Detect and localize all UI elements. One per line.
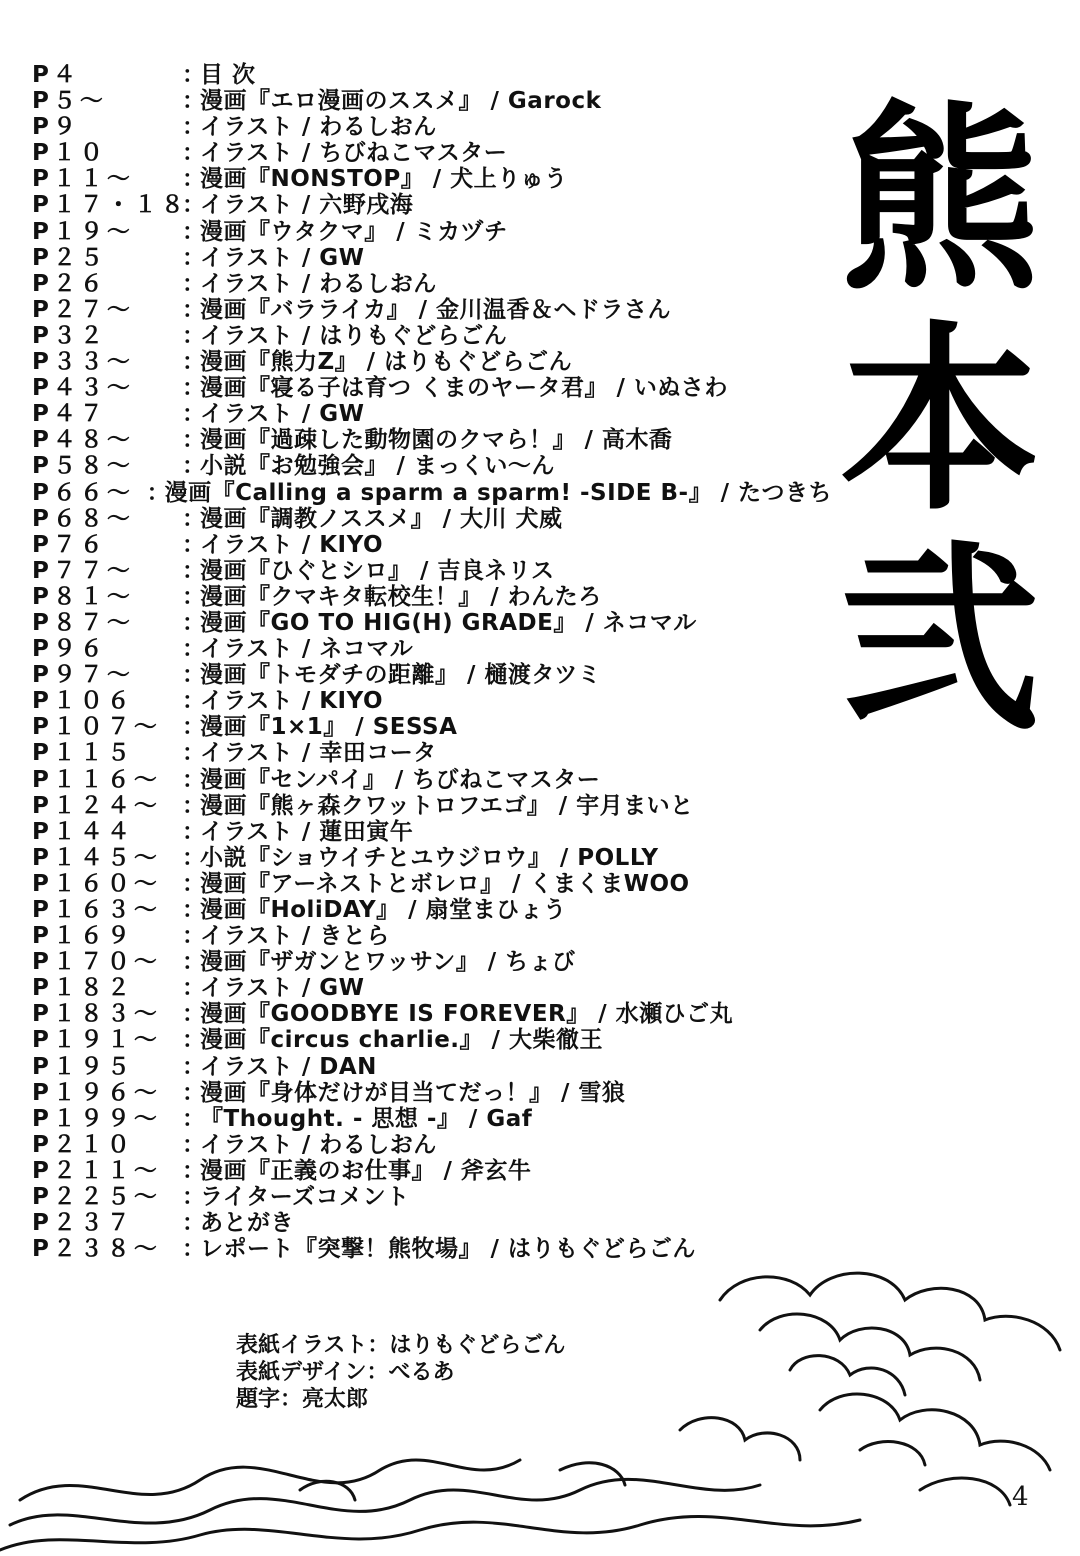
toc-row (32, 819, 832, 845)
toc-separator: ： (182, 1001, 205, 1028)
toc-entry: ライターズコメント (200, 1184, 410, 1211)
toc-page: P４ (32, 62, 80, 88)
toc-entry: イラスト / わるしおん (200, 270, 437, 297)
toc-row (32, 323, 832, 349)
toc-page: P２１１～ (32, 1157, 161, 1184)
toc-entry: 小説『ショウイチとユウジロウ』 / POLLY (200, 844, 659, 871)
toc-page: P１９９～ (32, 1105, 161, 1132)
toc-separator: ： (182, 557, 205, 584)
toc-page: P１８２ (32, 975, 134, 1002)
toc-separator: ： (182, 897, 205, 923)
toc-page: P１６３～ (32, 897, 161, 923)
toc-row (32, 610, 832, 636)
toc-row (32, 714, 832, 740)
toc-page: P２１０ (32, 1131, 134, 1158)
toc-page: P１９～ (32, 218, 134, 245)
page-number: 4 (1012, 1482, 1029, 1512)
toc-row (32, 88, 832, 114)
toc-entry: 漫画『GO TO HIG(H) GRADE』 / ネコマル (200, 609, 697, 636)
toc-page: P７７～ (32, 557, 134, 584)
toc-entry: 漫画『ウタクマ』 / ミカヅチ (200, 218, 508, 245)
toc-entry: 漫画『熊ヶ森クワットロフエゴ』 / 宇月まいと (200, 792, 694, 819)
toc-separator: ： (182, 427, 205, 454)
toc-separator: ： (182, 244, 205, 271)
toc-row (32, 192, 832, 218)
toc-separator: ： (182, 270, 205, 297)
toc-row (32, 1184, 832, 1210)
toc-separator: ： (182, 192, 205, 219)
toc-separator: ： (182, 62, 205, 88)
toc-separator: ： (182, 870, 205, 897)
toc-entry: 漫画『circus charlie.』 / 大柴徹王 (200, 1027, 603, 1054)
toc-entry: 漫画『GOODBYE IS FOREVER』 / 水瀬ひご丸 (200, 1001, 734, 1028)
toc-separator: ： (182, 662, 205, 689)
toc-page: P８７～ (32, 609, 134, 636)
toc-separator: ： (182, 531, 205, 558)
title-char-1: 熊 (839, 83, 1041, 318)
toc-separator: ： (182, 844, 205, 871)
toc-row (32, 245, 832, 271)
toc-separator: ： (182, 453, 205, 480)
toc-separator: ： (182, 1236, 205, 1263)
toc-page: P４３～ (32, 375, 134, 402)
toc-page: P１０７～ (32, 714, 161, 741)
toc-separator: ： (182, 740, 205, 767)
toc-entry: 漫画『バラライカ』 / 金川温香＆ヘドラさん (200, 296, 672, 323)
toc-entry: 漫画『Calling a sparm a sparm! -SIDE B-』 / たつきち (164, 479, 832, 506)
toc-separator: ： (182, 714, 205, 741)
toc-row (32, 1106, 832, 1132)
toc-page: P２３８～ (32, 1236, 161, 1263)
toc-separator: ： (182, 1105, 205, 1132)
toc-page: P１０６ (32, 688, 134, 715)
toc-page: P１１６～ (32, 766, 161, 793)
title-char-2: 本 (839, 303, 1041, 538)
toc-separator: ： (182, 949, 205, 976)
toc-page: P２６ (32, 270, 107, 297)
cloud-illustration (0, 1260, 1080, 1556)
toc-separator: ： (182, 88, 205, 115)
toc-separator: ： (182, 583, 205, 610)
toc-entry: 漫画『NONSTOP』 / 犬上りゅう (200, 166, 568, 193)
toc-page: P６６～ (32, 479, 134, 506)
title-calligraphy (820, 70, 1060, 730)
toc-page: P５８～ (32, 453, 134, 480)
toc-row (32, 949, 832, 975)
toc-page: P１７・１８ (32, 192, 188, 219)
toc-row (32, 1132, 832, 1158)
toc-entry: 漫画『過疎した動物園のクマら！』 / 高木喬 (200, 427, 673, 454)
toc-page: P８１～ (32, 583, 134, 610)
toc-row (32, 688, 832, 714)
toc-separator: ： (182, 1079, 205, 1106)
toc-row (32, 166, 832, 192)
toc-separator: ： (146, 479, 170, 506)
toc-separator: ： (182, 923, 205, 950)
toc-row (32, 349, 832, 375)
toc-entry: 目 次 (200, 62, 256, 88)
toc-row (32, 923, 832, 949)
toc-row (32, 793, 832, 819)
toc-page: P１４４ (32, 818, 134, 845)
credit-cover-illust: 表紙イラスト：はりもぐどらごん (236, 1333, 566, 1358)
toc-page: P３２ (32, 322, 107, 349)
toc-row (32, 1158, 832, 1184)
toc-row (32, 1027, 832, 1053)
toc-row (32, 767, 832, 793)
toc-page: P１１～ (32, 166, 134, 193)
toc-separator: ： (182, 218, 205, 245)
toc-entry: イラスト / KIYO (200, 688, 383, 715)
toc-row (32, 871, 832, 897)
toc-page: P１２４～ (32, 792, 161, 819)
toc-entry: 漫画『熊力Z』 / はりもぐどらごん (200, 349, 573, 376)
toc-row (32, 1080, 832, 1106)
toc-entry: イラスト / はりもぐどらごん (200, 322, 508, 349)
toc-separator: ： (182, 401, 205, 428)
toc-entry: 小説『お勉強会』 / まっくい～ん (200, 453, 555, 480)
toc-separator: ： (182, 166, 205, 193)
toc-page: P４７ (32, 401, 107, 428)
toc-row (32, 897, 832, 923)
toc-entry: イラスト / 六野戌海 (200, 192, 414, 219)
toc-page: P９ (32, 114, 80, 141)
toc-entry: イラスト / わるしおん (200, 114, 437, 141)
toc-row (32, 453, 832, 479)
toc-page: P５～ (32, 88, 107, 115)
toc-separator: ： (182, 322, 205, 349)
toc-row (32, 584, 832, 610)
toc-page: P１８３～ (32, 1001, 161, 1028)
title-char-3: 弐 (839, 523, 1041, 730)
toc-entry: レポート『突撃！熊牧場』 / はりもぐどらごん (200, 1236, 696, 1263)
toc-row (32, 480, 832, 506)
toc-page: P１７０～ (32, 949, 161, 976)
toc-row (32, 297, 832, 323)
toc-separator: ： (182, 1184, 205, 1211)
toc-row (32, 271, 832, 297)
toc-entry: イラスト / きとら (200, 923, 390, 950)
toc-page: P３３～ (32, 349, 134, 376)
toc-row (32, 375, 832, 401)
toc-entry: 漫画『ひぐとシロ』 / 吉良ネリス (200, 557, 555, 584)
toc-row (32, 1054, 832, 1080)
toc-row (32, 1001, 832, 1027)
toc-entry: イラスト / 蓮田寅午 (200, 818, 414, 845)
toc-entry: あとがき (200, 1210, 294, 1237)
toc-page: P１９５ (32, 1053, 134, 1080)
toc-entry: イラスト / GW (200, 975, 365, 1002)
toc-entry: イラスト / GW (200, 244, 365, 271)
toc-row (32, 662, 832, 688)
toc-separator: ： (182, 636, 205, 663)
toc-page: P２７～ (32, 296, 134, 323)
toc-row (32, 219, 832, 245)
toc-entry: 漫画『アーネストとボレロ』 / くまくまWOO (200, 870, 690, 897)
toc-separator: ： (182, 140, 205, 167)
toc-page: P６８～ (32, 505, 134, 532)
toc-entry: イラスト / ネコマル (200, 636, 414, 663)
toc-row (32, 401, 832, 427)
toc-row (32, 427, 832, 453)
toc-page: P１１５ (32, 740, 134, 767)
toc-separator: ： (182, 1157, 205, 1184)
toc-entry: イラスト / DAN (200, 1053, 377, 1080)
toc-entry: 漫画『HoliDAY』 / 扇堂まひょう (200, 897, 567, 923)
toc-separator: ： (182, 1210, 205, 1237)
toc-entry: 漫画『クマキタ転校生！』 / わんたろ (200, 583, 602, 610)
toc-row (32, 506, 832, 532)
toc-page: P２５ (32, 244, 107, 271)
toc-entry: 漫画『寝る子は育つ くまのヤータ君』 / いぬさわ (200, 375, 728, 402)
toc-separator: ： (182, 609, 205, 636)
toc-separator: ： (182, 1053, 205, 1080)
toc-entry: 『Thought. - 思想 -』 / Gaf (200, 1105, 533, 1132)
toc-page: P９６ (32, 636, 107, 663)
toc-row (32, 558, 832, 584)
toc-page: P７６ (32, 531, 107, 558)
toc-page: P１６０～ (32, 870, 161, 897)
credit-title-calligraphy: 題字：亮太郎 (236, 1387, 369, 1412)
toc-separator: ： (182, 296, 205, 323)
toc-entry: 漫画『身体だけが目当てだっ！』 / 雪狼 (200, 1079, 626, 1106)
toc-row (32, 1236, 832, 1262)
toc-page: P１４５～ (32, 844, 161, 871)
toc-row (32, 114, 832, 140)
toc-page: P１６９ (32, 923, 134, 950)
toc-row (32, 1210, 832, 1236)
toc-separator: ： (182, 114, 205, 141)
toc-page: P１０ (32, 140, 107, 167)
toc-entry: イラスト / わるしおん (200, 1131, 437, 1158)
toc-page: P４８～ (32, 427, 134, 454)
toc-entry: イラスト / 幸田コータ (200, 740, 437, 767)
toc-row (32, 975, 832, 1001)
toc-page: P９７～ (32, 662, 134, 689)
toc-entry: 漫画『センパイ』 / ちびねこマスター (200, 766, 601, 793)
toc-separator: ： (182, 792, 205, 819)
toc-separator: ： (182, 766, 205, 793)
toc-separator: ： (182, 349, 205, 376)
toc-page: P２３７ (32, 1210, 134, 1237)
toc-entry: イラスト / KIYO (200, 531, 383, 558)
toc-entry: イラスト / ちびねこマスター (200, 140, 508, 167)
toc-entry: 漫画『調教ノススメ』 / 大川 犬威 (200, 505, 563, 532)
toc-separator: ： (182, 688, 205, 715)
toc-row (32, 636, 832, 662)
toc-entry: 漫画『ザガンとワッサン』 / ちょび (200, 949, 576, 976)
toc-separator: ： (182, 1027, 205, 1054)
toc-row (32, 140, 832, 166)
toc-entry: 漫画『エロ漫画のススメ』 / Garock (200, 88, 602, 115)
toc-separator: ： (182, 818, 205, 845)
toc-row (32, 62, 832, 88)
toc-separator: ： (182, 505, 205, 532)
toc-page: P１９１～ (32, 1027, 161, 1054)
toc-row (32, 845, 832, 871)
toc-entry: 漫画『1×1』 / SESSA (200, 714, 458, 741)
toc-page: P１９６～ (32, 1079, 161, 1106)
toc-row (32, 740, 832, 766)
toc-entry: 漫画『トモダチの距離』 / 樋渡タツミ (200, 662, 602, 689)
toc-row (32, 532, 832, 558)
toc-entry: 漫画『正義のお仕事』 / 斧玄牛 (200, 1157, 532, 1184)
toc-entry: イラスト / GW (200, 401, 365, 428)
credit-cover-design: 表紙デザイン：べるあ (236, 1360, 455, 1385)
toc-page: P２２５～ (32, 1184, 161, 1211)
toc-separator: ： (182, 1131, 205, 1158)
table-of-contents (32, 62, 832, 1262)
toc-separator: ： (182, 975, 205, 1002)
toc-separator: ： (182, 375, 205, 402)
